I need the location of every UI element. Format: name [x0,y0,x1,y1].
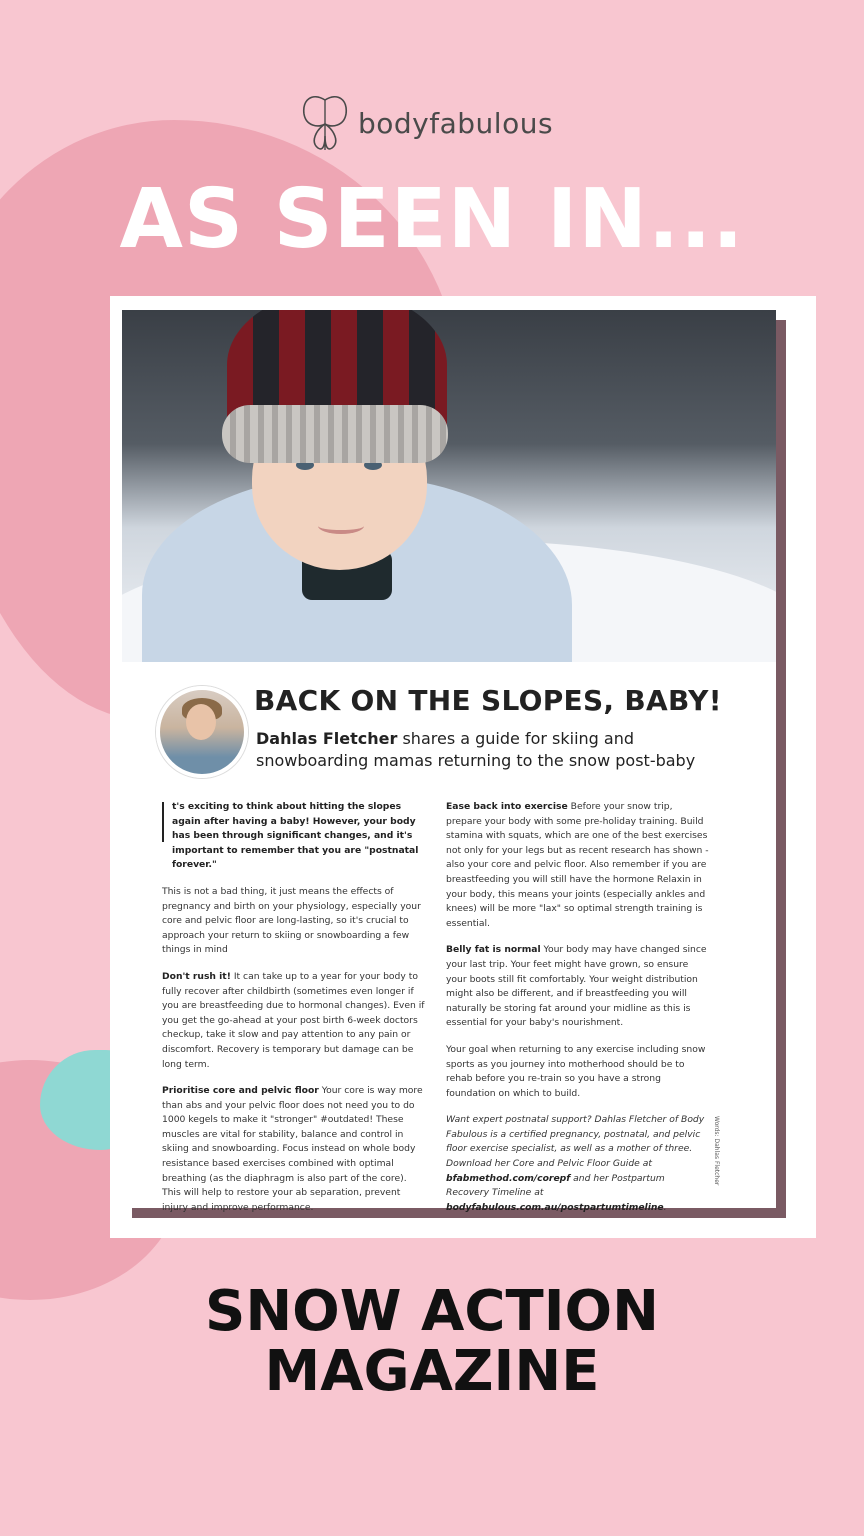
baby-hat-band [222,405,448,463]
promo-paragraph [446,1113,710,1215]
section-text: It can take up to a year for your body to fully recover after childbirth (sometimes even longer if you are breastfeeding due to hormonal changes). Even if you get the go-ahead at your post birth 6-week doctors checkup, take it slow and pay attention to any pain or discomfort. Recovery is temporary but damage can be long term. [162,970,425,1070]
magazine-title-line2: MAGAZINE [264,1339,600,1404]
section-heading: Don't rush it! [162,970,231,982]
magazine-title [0,1279,864,1404]
section-heading: Belly fat is normal [446,944,541,956]
promo-text: Want expert postnatal support? Dahlas Fletcher of Body Fabulous is a certified pregnancy, postnatal, and pelvic floor exercise specialist, as well as a mother of three. Download her Core and Pelvic Floor Guide at [446,1114,705,1170]
article-paragraph: This is not a bad thing, it just means the effects of pregnancy and birth on your physiology, especially your core and pelvic floor are long-lasting, so it's crucial to approach your return to skiing or snowboarding a few things in mind [162,885,421,956]
page-headline: AS SEEN IN... [119,172,745,267]
article-paragraph [446,800,710,931]
subtitle-text: shares a guide for skiing and snowboarding mamas returning to the snow post-baby [256,729,696,770]
magazine-page [122,310,776,1213]
promo-link[interactable]: bodyfabulous.com.au/postpartumtimeline [446,1201,664,1213]
section-text: Your body may have changed since your last trip. Your feet might have grown, so ensure your boots still fit comfortably. Your weight distribution might also be different, and if breastfeeding you will naturally be storing fat around your midline as this is essential for your baby's nourishment. [446,944,707,1029]
promo-link[interactable]: bfabmethod.com/corepf [446,1172,571,1184]
author-avatar [156,686,248,778]
article-column-right [446,800,710,1227]
butterfly-icon [298,90,352,156]
section-text: Before your snow trip, prepare your body with some pre-holiday training. Build stamina with squats, which are one of the best exercises not only for your legs but as recent research has shown - also your core and pelvic floor. Also remember if you are breastfeeding you will still have the hormone Relaxin in your body, this means your joints (especially ankles and knees) will be more "lax" so optimal strength training is essential. [446,801,709,929]
article-title: BACK ON THE SLOPES, BABY! [254,684,722,717]
section-heading: Prioritise core and pelvic floor [162,1085,319,1097]
section-heading: Ease back into exercise [446,801,568,812]
mouth [318,518,364,534]
magazine-title-line1: SNOW ACTION [204,1279,659,1344]
article-subtitle [256,728,736,772]
article-lead: t's exciting to think about hitting the slopes again after having a baby! However, your body has been through significant changes, and it's important to remember that you are "postnatal forever." [162,800,426,873]
photo-credit: Words: Dahlas Fletcher [713,1116,720,1186]
article-paragraph [162,1084,426,1215]
article-paragraph [162,970,426,1072]
avatar-face [186,704,216,740]
article-photo [122,310,776,662]
brand-logo [298,88,553,158]
section-text: Your core is way more than abs and your pelvic floor does not need you to do 1000 kegels to make it "stronger" #outdated! These muscles are vital for stability, balance and control in skiing and snowboarding. Focus instead on whole body resistance based exercises combined with optimal breathing (as the diaphragm is also part of the core). This will help to restore your ab separation, prevent injury and improve performance. [162,1085,423,1213]
promo-text: . [663,1201,667,1213]
author-name: Dahlas Fletcher [256,729,398,748]
brand-name: bodyfabulous [358,106,554,140]
article-column-left [162,800,426,1227]
promo-text: and her Postpartum Recovery Timeline at [446,1172,665,1199]
article-paragraph [446,943,710,1031]
article-paragraph: Your goal when returning to any exercise including snow sports as you journey into motherhood should be to rehab before you re-train so you have a strong foundation on which to build. [446,1043,706,1099]
